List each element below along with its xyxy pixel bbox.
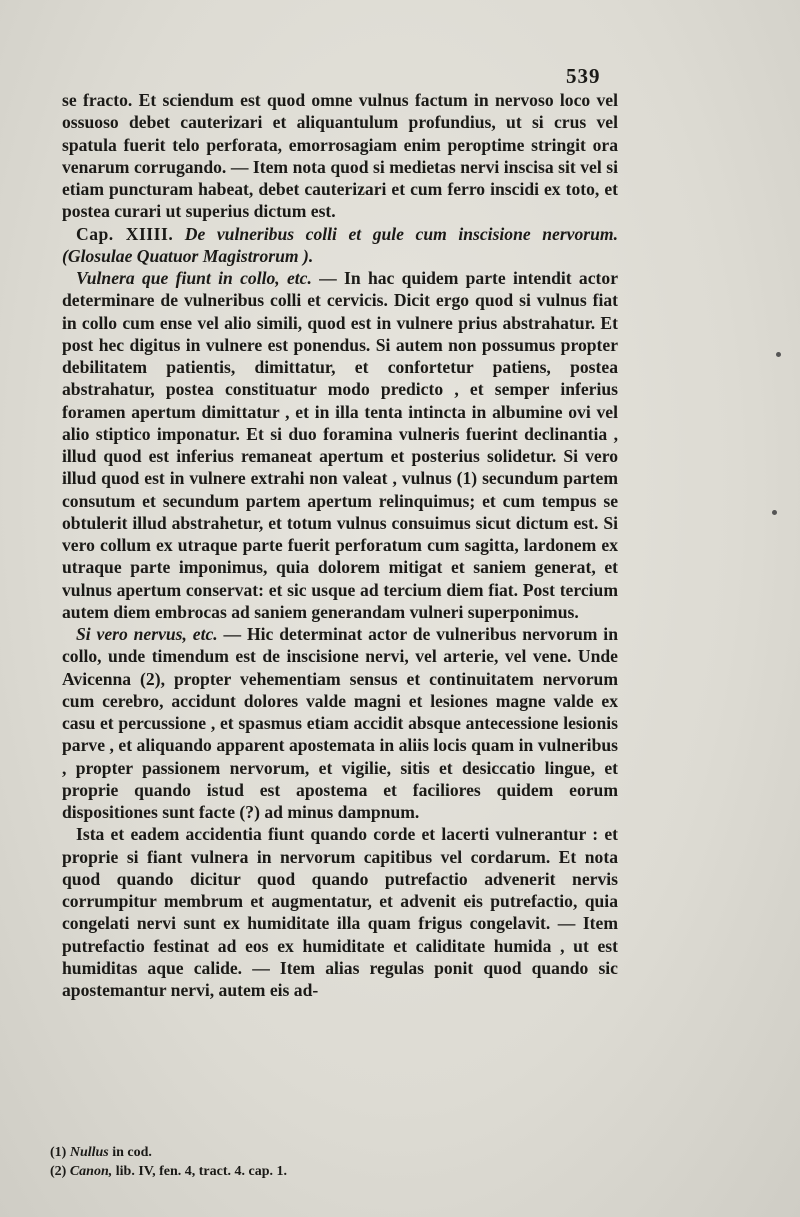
paragraph-nervus xyxy=(62,623,618,823)
paragraph-vulnera-text: — In hac quidem parte intendit actor determinare de vulneribus colli et cervicis. Dicit ergo quod si vulnus fiat in collo cum ense vel alio simili, quod est in vulnere prius abstrahatur. Et post hec digitus in vulnere est ponendus. Si autem non possumus propter debilitatem patientis, dimittatur, et confortetur patiens, postea abstrahatur, postea constituatur modo predicto , et semper inferius foramen apertum dimittatur , et in illa tenta intincta in albumine ovi vel alio stiptico imponatur. Et si duo foramina vulneris fuerint declinantia , illud quod est inferius remaneat apertum et posterius solidetur. Si vero illud quod est in vulnere extrahi non valeat , vulnus (1) secundum partem consutum et secundum partem apertum relinquimus; et cum tempus se obtulerit illud abstrahetur, et totum vulnus consuimus sicut dictum est. Si vero collum ex utraque parte fuerit perforatum cum sagitta, lardonem ex utraque parte imponimus, quia dolorem mitigat et saniem generat, et vulnus apertum conservat: et sic usque ad tercium diem fiat. Post tercium autem diem embrocas ad saniem generandam vulneri superponimus. xyxy=(62,268,618,622)
footnotes xyxy=(50,1143,570,1181)
paragraph-nervus-text: — Hic determinat actor de vulneribus nervorum in collo, unde timendum est de inscisione nervi, vel arterie, vel vene. Unde Avicenna (2), propter vehementiam sensus et continuitatem nervorum cum cerebro, accidunt dolores valde magni et lesiones magne valde ex casu et percussione , et spasmus etiam accidit absque antecessione lesionis parve , et aliquando apparent apostemata in aliis locis quam in vulneribus , propter passionem nervorum, et vigilie, sitis et desiccatio lingue, et proprie quando istud est apostema et faciliores quidem eorum dispositiones sunt facte (?) ad minus dampnum. xyxy=(62,624,618,822)
margin-speck xyxy=(776,352,781,357)
chapter-title: De vulneribus colli et gule cum inscisione nervorum. (Glosulae Quatuor Magistrorum ). xyxy=(62,223,618,266)
footnote-1-mark: (1) xyxy=(50,1145,70,1160)
paragraph-vulnera xyxy=(62,267,618,623)
footnote-2-text: lib. IV, fen. 4, tract. 4. cap. 1. xyxy=(112,1164,287,1179)
main-text xyxy=(62,89,618,1001)
margin-speck xyxy=(772,510,777,515)
footnote-2 xyxy=(50,1162,570,1181)
chapter-label: Cap. XIIII. xyxy=(76,223,174,244)
page-number: 539 xyxy=(566,64,601,88)
footnote-1 xyxy=(50,1143,570,1162)
paragraph-accidentia: Ista et eadem accidentia fiunt quando corde et lacerti vulnerantur : et proprie si fiant vulnera in nervorum capitibus vel cordarum. Et nota quod quando dicitur quod quando putrefactio advenerit nervis corrumpitur membrum et augmentatur, et advenit eis putrefactio, quia congelati nervi sunt ex humiditate illa quam frigus congelavit. — Item putrefactio festinat ad eos ex humiditate et caliditate humida , ut est humiditas aque calide. — Item alias regulas ponit quod quando sic apostemantur nervi, autem eis ad- xyxy=(62,824,618,1000)
paragraph-continuation: se fracto. Et sciendum est quod omne vulnus factum in nervoso loco vel ossuoso debet cauterizari et aliquantulum profundius, ut si crus vel spatula fuerit telo perforata, emorrosagiam enim peroptime stringit ora venarum corrugando. — Item nota quod si medietas nervi inscisa sit vel si etiam puncturam habeat, debet cauterizari et cum ferro inscidi ex toto, et postea curari ut superius dictum est. xyxy=(62,90,618,222)
chapter-heading xyxy=(62,223,618,268)
lemma-vulnera: Vulnera que fiunt in collo, etc. xyxy=(76,268,312,288)
footnote-1-text: in cod. xyxy=(108,1145,152,1160)
lemma-nervus: Si vero nervus, etc. xyxy=(76,624,218,644)
footnote-1-italic: Nullus xyxy=(69,1145,109,1160)
footnote-2-mark: (2) xyxy=(50,1164,70,1179)
footnote-2-italic: Canon, xyxy=(69,1164,113,1179)
